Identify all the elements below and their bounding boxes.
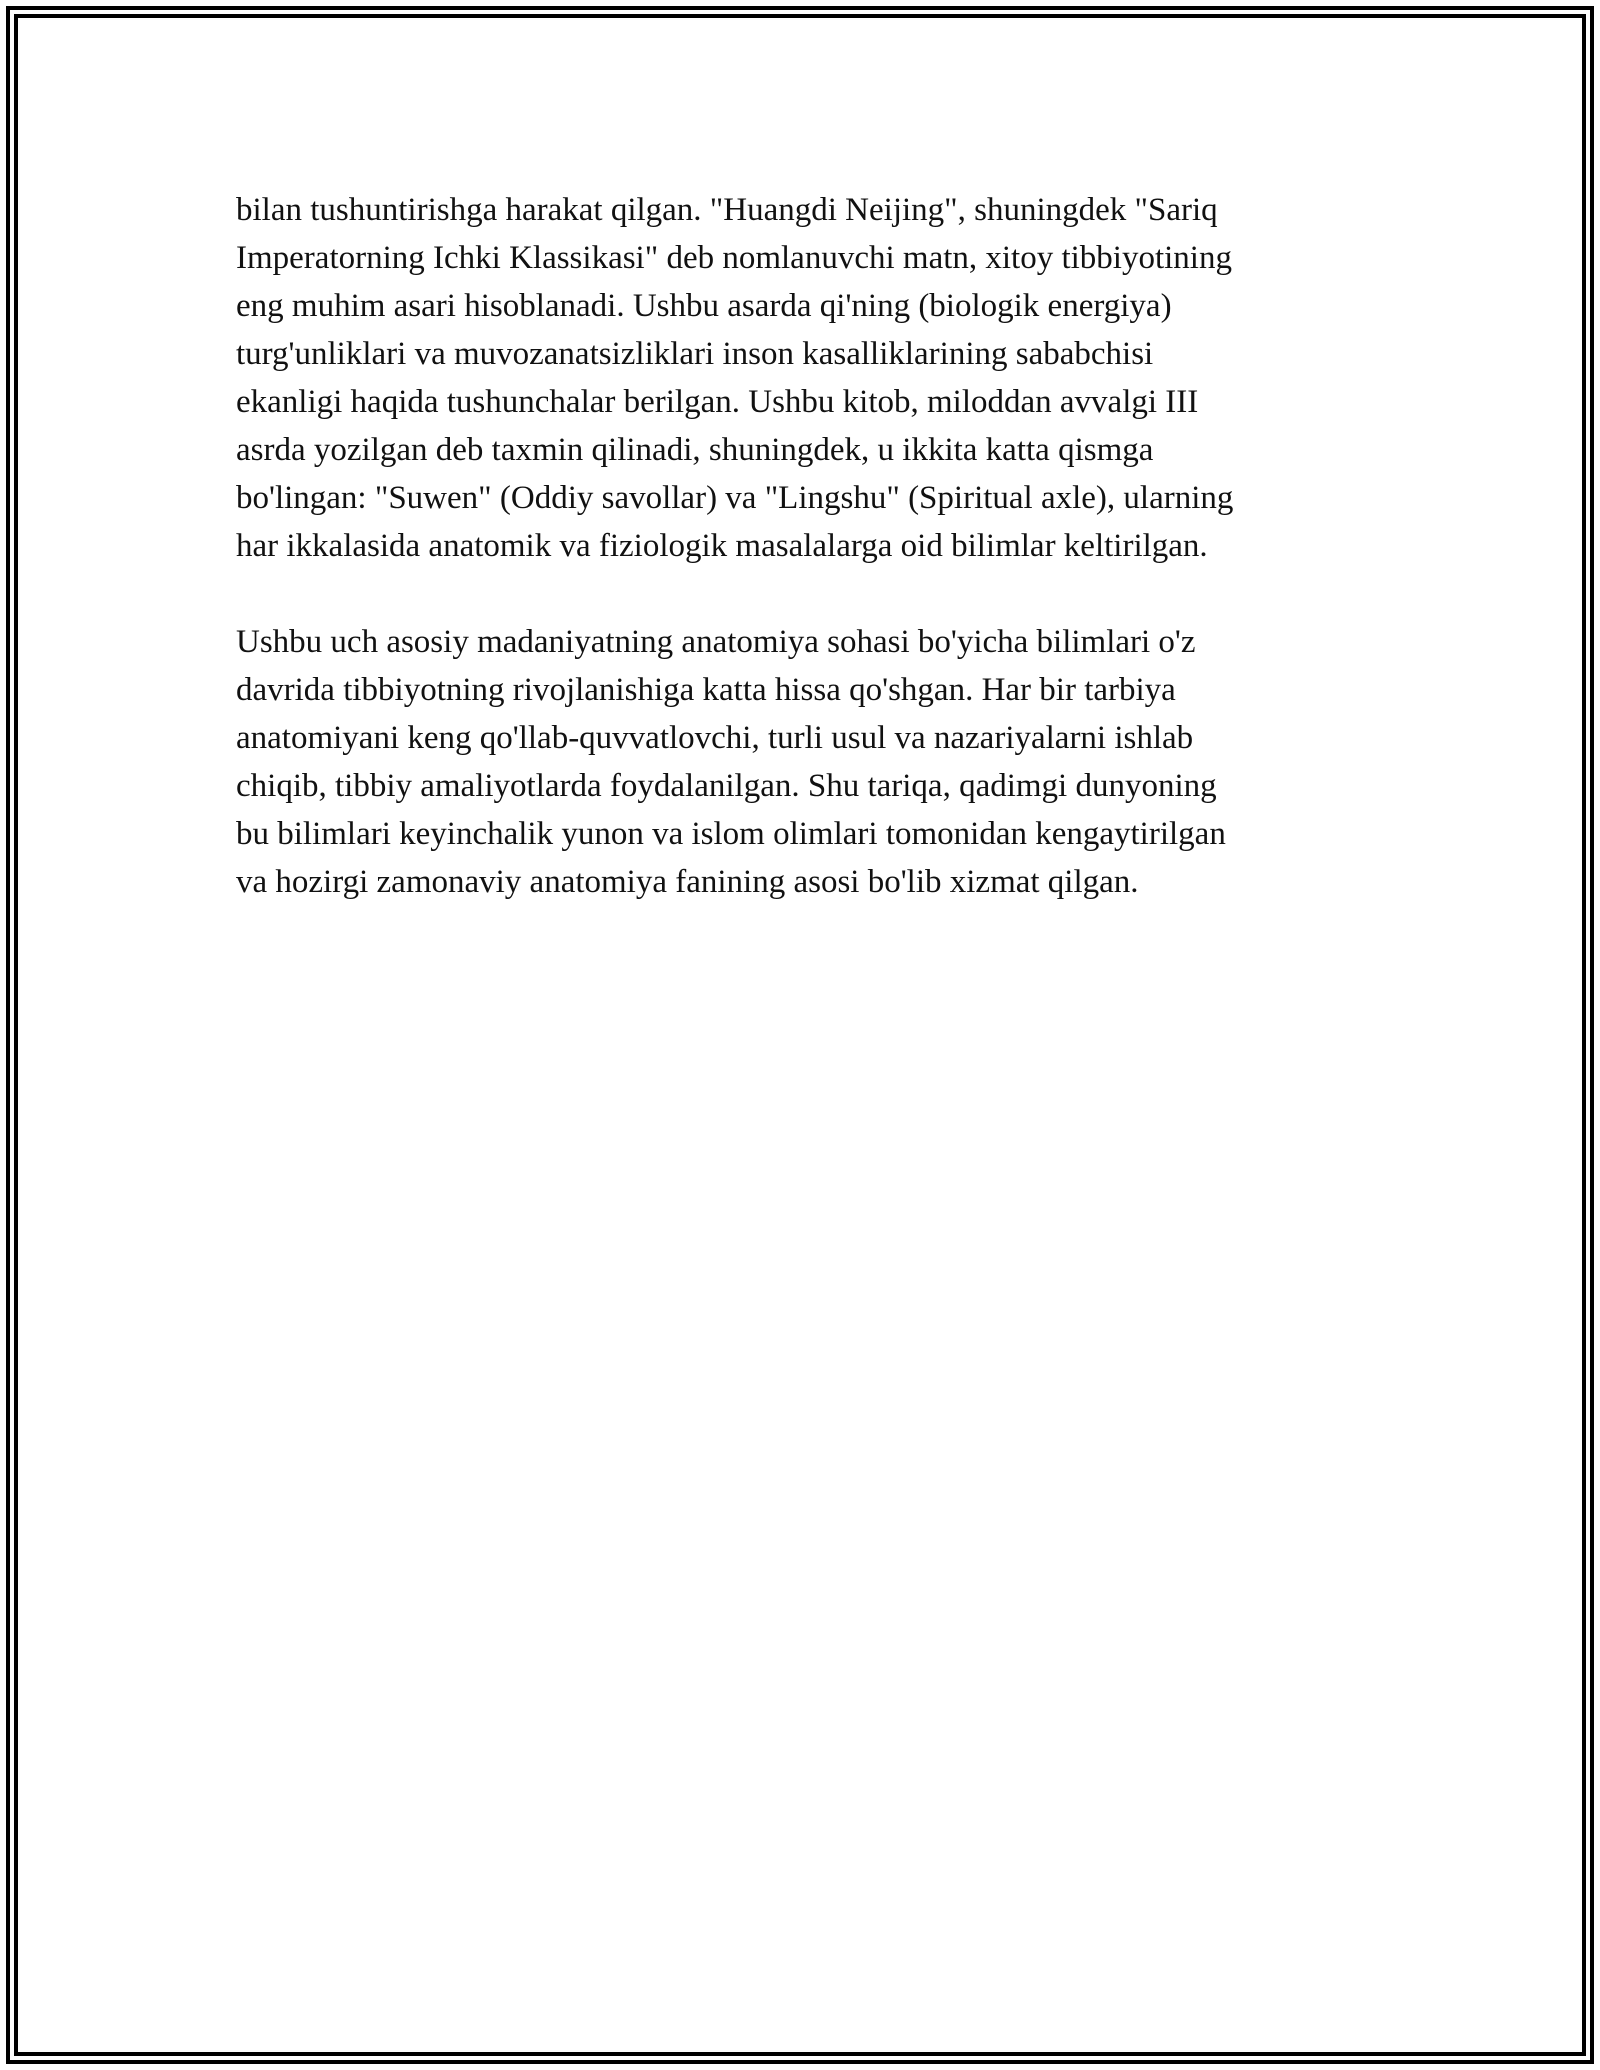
paragraph-huangdi-neijing: bilan tushuntirishga harakat qilgan. "Huangdi Neijing", shuningdek "Sariq Imperatorning Ichki Klassikasi" deb nomlanuvchi matn, xitoy tibbiyotining eng muhim asari hisoblanadi. Ushbu asarda qi'ning (biologik energiya) turg'unliklari va muvozanatsizliklari inson kasalliklarining sababchisi ekanligi haqida tushunchalar berilgan. Ushbu kitob, miloddan avvalgi III asrda yozilgan deb taxmin qilinadi, shuningdek, u ikkita katta qismga bo'lingan: "Suwen" (Oddiy savollar) va "Lingshu" (Spiritual axle), ularning har ikkalasida anatomik va fiziologik masalalarga oid bilimlar keltirilgan. xyxy=(236,192,1234,564)
paragraph-anatomy-summary: Ushbu uch asosiy madaniyatning anatomiya sohasi bo'yicha bilimlari o'z davrida tibbiyotning rivojlanishiga katta hissa qo'shgan. Har bir tarbiya anatomiyani keng qo'llab-quvvatlovchi, turli usul va nazariyalarni ishlab chiqib, tibbiy amaliyotlarda foydalanilgan. Shu tariqa, qadimgi dunyoning bu bilimlari keyinchalik yunon va islom olimlari tomonidan kengaytirilgan va hozirgi zamonaviy anatomiya fanining asosi bo'lib xizmat qilgan. xyxy=(236,624,1226,900)
page-body-text xyxy=(236,186,1356,906)
